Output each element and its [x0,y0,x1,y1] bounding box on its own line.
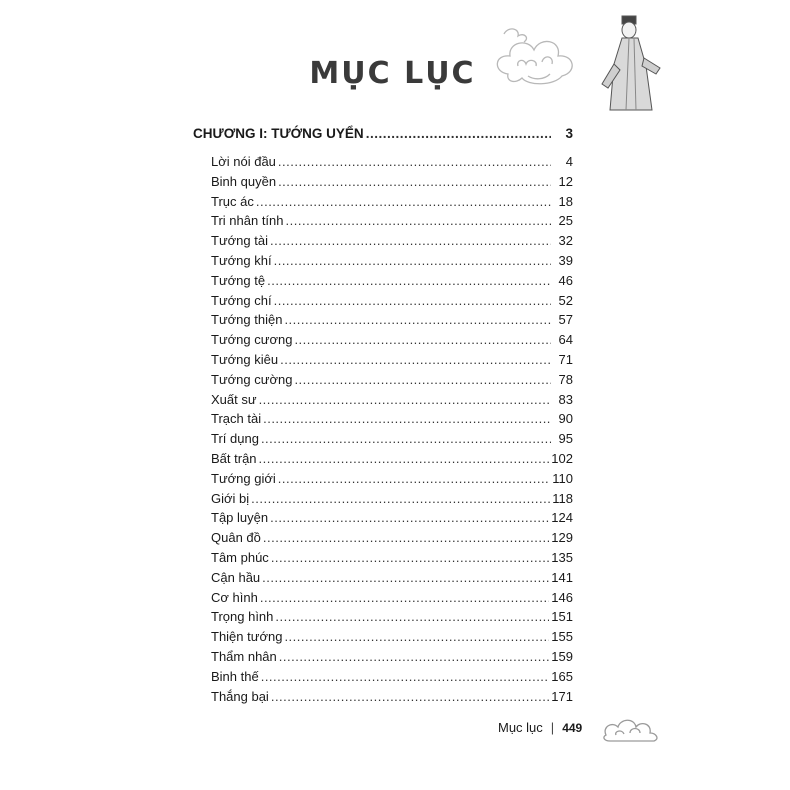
dot-leader [294,332,551,347]
entry-label: Tướng cường [211,371,293,387]
toc-entry[interactable] [211,451,573,471]
entry-label: Bất trận [211,450,257,466]
dot-leader [278,174,551,189]
entry-page: 39 [558,252,573,268]
dot-leader [294,372,551,387]
dot-leader [263,530,549,545]
table-of-contents [193,126,573,704]
toc-entry[interactable] [211,491,573,511]
entry-label: Quân đồ [211,530,261,546]
toc-entry[interactable] [211,154,573,174]
entry-label: Tri nhân tính [211,213,284,229]
dot-leader [261,431,551,446]
entry-page: 165 [551,668,573,684]
chapter-page: 3 [565,126,573,141]
toc-entry[interactable] [211,649,573,669]
entry-page: 155 [551,629,573,645]
dot-leader [261,669,550,684]
entry-label: Cơ hình [211,589,258,605]
toc-entry[interactable] [211,609,573,629]
toc-entry[interactable] [211,312,573,332]
toc-entry[interactable] [211,510,573,530]
entry-label: Trạch tài [211,411,262,427]
scholar-figure-icon [596,14,666,114]
entry-page: 18 [558,193,573,209]
entry-page: 110 [552,470,573,486]
entry-label: Tập luyện [211,510,269,526]
dot-leader [284,629,549,644]
toc-entry[interactable] [211,471,573,491]
toc-entry[interactable] [211,253,573,273]
entry-label: Trục ác [211,193,254,209]
entry-label: Binh quyền [211,173,277,189]
toc-entry[interactable] [211,392,573,412]
toc-entry[interactable] [211,550,573,570]
entry-label: Thiện tướng [211,629,283,645]
entry-page: 102 [551,450,573,466]
entry-label: Tướng khí [211,252,272,268]
dot-leader [271,689,549,704]
entry-label: Tướng thiện [211,312,283,328]
entry-page: 118 [552,490,573,506]
toc-entry[interactable] [211,194,573,214]
dot-leader [256,194,551,209]
toc-entry[interactable] [211,213,573,233]
entry-page: 135 [551,549,573,565]
dot-leader [251,491,550,506]
entry-label: Tướng cương [211,332,293,348]
entry-page: 12 [558,173,573,189]
entry-page: 71 [558,351,573,367]
page-number: 449 [562,720,583,735]
toc-entry[interactable] [211,332,573,352]
toc-entry[interactable] [211,233,573,253]
cloud-swirl-icon [600,713,664,747]
entry-page: 46 [558,272,573,288]
dot-leader [260,590,549,605]
entry-label: Xuất sư [211,391,257,407]
toc-entry[interactable] [211,411,573,431]
toc-entry[interactable] [211,372,573,392]
dot-leader [275,609,549,624]
entry-page: 90 [558,411,573,427]
entry-page: 159 [551,648,573,664]
toc-entry[interactable] [211,352,573,372]
entry-label: Thẩm nhân [211,648,277,664]
entry-page: 151 [551,609,573,625]
toc-entry[interactable] [211,174,573,194]
dot-leader [270,510,549,525]
entry-page: 171 [551,688,573,704]
entry-page: 64 [558,332,573,348]
dot-leader [274,293,551,308]
entry-label: Tướng tài [211,233,268,249]
dot-leader [274,253,551,268]
footer-section: Mục lục [498,720,543,735]
entry-label: Trí dụng [211,431,259,447]
entry-label: Tâm phúc [211,549,269,565]
dot-leader [280,352,551,367]
dot-leader [259,392,551,407]
toc-entry[interactable] [211,530,573,550]
dot-leader [267,273,551,288]
dot-leader [286,213,551,228]
toc-entry[interactable] [211,629,573,649]
entry-page: 4 [565,154,573,169]
dot-leader [262,570,549,585]
dot-leader [366,126,551,141]
entry-label: Trọng hình [211,609,274,625]
entry-page: 52 [558,292,573,308]
entry-page: 141 [551,569,573,585]
entry-page: 32 [558,233,573,249]
dot-leader [263,411,551,426]
dot-leader [278,154,551,169]
entry-label: Cận hầu [211,569,261,585]
toc-entries [211,154,573,708]
toc-entry[interactable] [211,689,573,709]
entry-page: 78 [558,371,573,387]
entry-page: 83 [558,391,573,407]
chapter-heading[interactable] [193,126,573,148]
entry-page: 25 [558,213,573,229]
cloud-ornament-icon [488,14,588,104]
entry-page: 146 [551,589,573,605]
toc-entry[interactable] [211,293,573,313]
entry-label: Lời nói đầu [211,154,276,169]
entry-label: Tướng giới [211,470,276,486]
entry-page: 124 [551,510,573,526]
page-title: MỤC LỤC [309,56,476,91]
entry-label: Thắng bại [211,688,269,704]
entry-page: 95 [558,431,573,447]
entry-label: Tướng tệ [211,272,266,288]
dot-leader [284,312,551,327]
dot-leader [271,550,549,565]
entry-label: Binh thế [211,668,259,684]
toc-entry[interactable] [211,570,573,590]
toc-entry[interactable] [211,431,573,451]
page-footer [498,720,582,735]
entry-label: Tướng kiêu [211,351,279,367]
dot-leader [278,471,550,486]
dot-leader [259,451,550,466]
dot-leader [279,649,550,664]
toc-entry[interactable] [211,590,573,610]
footer-separator: | [550,720,555,735]
toc-entry[interactable] [211,669,573,689]
dot-leader [270,233,551,248]
chapter-label: CHƯƠNG I: TƯỚNG UYỂN [193,126,364,141]
entry-label: Tướng chí [211,292,272,308]
toc-entry[interactable] [211,273,573,293]
entry-page: 57 [558,312,573,328]
entry-page: 129 [551,530,573,546]
entry-label: Giới bị [211,490,250,506]
